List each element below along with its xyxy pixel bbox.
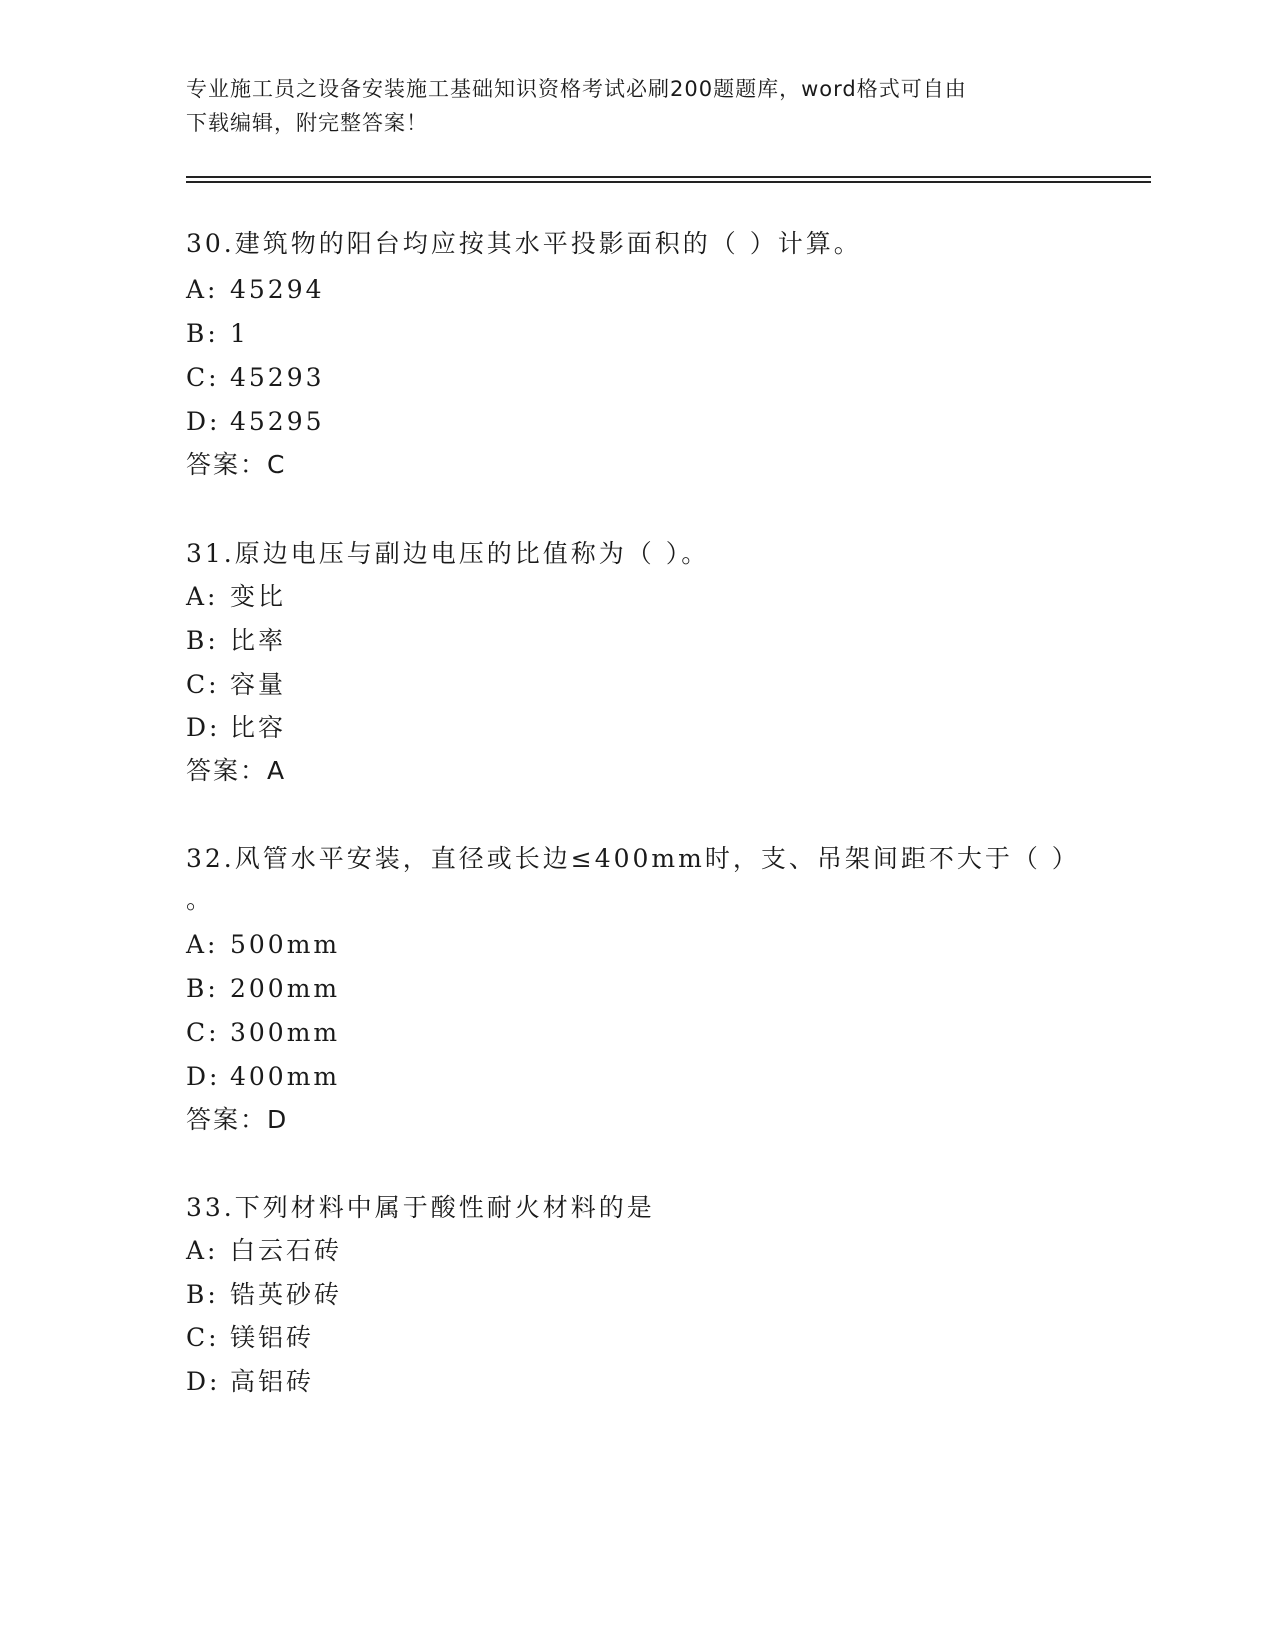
option-text: 200mm (230, 974, 341, 1003)
option-text: 变比 (230, 582, 287, 611)
question-32-answer: 答案：D (186, 1105, 289, 1134)
option-text: 锆英砂砖 (230, 1280, 343, 1309)
option-text: 比容 (230, 713, 287, 742)
option-label: B: (186, 626, 219, 655)
question-33-option-d (186, 1366, 314, 1398)
option-text: 比率 (230, 626, 287, 655)
question-31-option-d (186, 712, 286, 744)
document-header (186, 72, 1086, 140)
question-32-option-b (186, 973, 340, 1005)
question-32-option-d (186, 1061, 340, 1093)
question-31-option-c (186, 669, 286, 701)
header-line-2: 下载编辑，附完整答案！ (186, 111, 428, 135)
option-label: C: (186, 1323, 220, 1352)
option-text: 45293 (230, 363, 325, 392)
question-30-option-b (186, 318, 249, 350)
option-text: 白云石砖 (230, 1236, 343, 1265)
option-label: C: (186, 1018, 220, 1047)
option-label: C: (186, 363, 220, 392)
option-label: A: (186, 582, 219, 611)
option-text: 400mm (230, 1062, 341, 1091)
question-31-answer: 答案：A (186, 756, 287, 785)
option-label: B: (186, 974, 219, 1003)
question-30-option-c (186, 362, 325, 394)
header-line-1: 专业施工员之设备安装施工基础知识资格考试必刷200题题库，word格式可自由 (186, 77, 967, 101)
option-text: 镁铝砖 (230, 1323, 315, 1352)
question-32-option-a (186, 929, 340, 961)
option-label: C: (186, 670, 220, 699)
option-label: D: (186, 407, 221, 436)
option-text: 500mm (230, 930, 341, 959)
question-31-stem: 31.原边电压与副边电压的比值称为（ ）。 (186, 539, 710, 568)
question-31-option-a (186, 581, 286, 613)
question-32-stem-continued: 。 (186, 885, 215, 914)
option-label: D: (186, 713, 221, 742)
option-text: 45295 (230, 407, 325, 436)
option-label: D: (186, 1367, 221, 1396)
option-text: 300mm (230, 1018, 341, 1047)
question-30-option-a (186, 274, 325, 306)
header-divider-bottom (186, 181, 1151, 183)
option-text: 容量 (230, 670, 287, 699)
question-30-stem: 30.建筑物的阳台均应按其水平投影面积的（ ）计算。 (186, 229, 862, 258)
question-33-option-c (186, 1322, 314, 1354)
option-text: 1 (230, 319, 249, 348)
question-30-answer: 答案：C (186, 450, 287, 479)
option-label: A: (186, 930, 219, 959)
option-label: D: (186, 1062, 221, 1091)
option-label: A: (186, 1236, 219, 1265)
option-label: B: (186, 319, 219, 348)
option-label: A: (186, 275, 219, 304)
option-text: 高铝砖 (230, 1367, 315, 1396)
question-32-stem: 32.风管水平安装，直径或长边≤400mm时，支、吊架间距不大于（ ） (186, 844, 1080, 873)
header-divider-top (186, 176, 1151, 178)
question-33-option-a (186, 1235, 342, 1267)
option-label: B: (186, 1280, 219, 1309)
option-text: 45294 (230, 275, 325, 304)
question-30-option-d (186, 406, 325, 438)
question-33-option-b (186, 1279, 342, 1311)
question-32-option-c (186, 1017, 340, 1049)
question-33-stem: 33.下列材料中属于酸性耐火材料的是 (186, 1193, 655, 1222)
question-31-option-b (186, 625, 286, 657)
